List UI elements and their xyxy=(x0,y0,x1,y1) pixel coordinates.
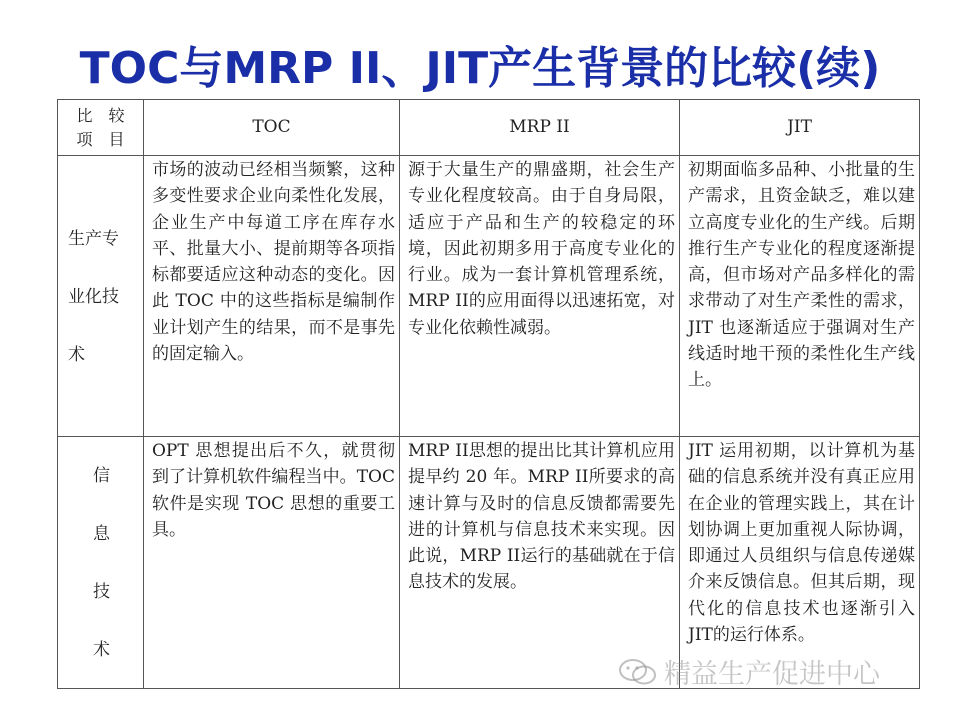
corner-header xyxy=(58,100,144,156)
column-header-mrp2: MRP II xyxy=(400,100,680,156)
row-label-line: 生产专 xyxy=(68,228,119,249)
table-row xyxy=(58,156,920,437)
column-header-toc: TOC xyxy=(144,100,400,156)
row-label-line: 术 xyxy=(68,344,85,365)
row-label-line: 信息 xyxy=(93,466,128,544)
cell-jit-it: JIT 运用初期，以计算机为基础的信息系统并没有真正应用在企业的管理实践上，其在计划协调上更加重视人际协调，即通过人员组织与信息传递媒介来反馈信息。但其后期，现代化的信息技术也逐渐引入JIT的运行体系。 xyxy=(680,437,920,689)
cell-mrp2-specialization: 源于大量生产的鼎盛期，社会生产专业化程度较高。由于自身局限，适应于产品和生产的较稳定的环境，因此初期多用于高度专业化的行业。成为一套计算机管理系统，MRP II的应用面得以迅速拓宽，对专业化依赖性减弱。 xyxy=(400,156,680,437)
cell-toc-specialization: 市场的波动已经相当频繁，这种多变性要求企业向柔性化发展，企业生产中每道工序在库存水平、批量大小、提前期等各项指标都要适应这种动态的变化。因此 TOC 中的这些指标是编制作业计划产生的结果，而不是事先的固定输入。 xyxy=(144,156,400,437)
row-label-it xyxy=(58,437,144,689)
comparison-table xyxy=(57,99,920,689)
cell-toc-it: OPT 思想提出后不久，就贯彻到了计算机软件编程当中。TOC 软件是实现 TOC 思想的重要工具。 xyxy=(144,437,400,689)
cell-jit-specialization: 初期面临多品种、小批量的生产需求，且资金缺乏，难以建立高度专业化的生产线。后期推行生产专业化的程度逐渐提高，但市场对产品多样化的需求带动了对生产柔性的需求，JIT 也逐渐适应于强调对生产线适时地干预的柔性化生产线上。 xyxy=(680,156,920,437)
header-row xyxy=(58,100,920,156)
corner-line-1: 比 较 xyxy=(76,105,125,125)
wechat-icon xyxy=(618,657,658,694)
column-header-jit: JIT xyxy=(680,100,920,156)
row-label-specialization xyxy=(58,156,144,437)
table-row xyxy=(58,437,920,689)
slide-title: TOC与MRP II、JIT产生背景的比较(续) xyxy=(79,43,881,94)
watermark-text: 精益生产促进中心 xyxy=(664,659,880,690)
cell-mrp2-it: MRP II思想的提出比其计算机应用提早约 20 年。MRP II所要求的高速计算与及时的信息反馈都需要先进的计算机与信息技术来实现。因此说，MRP II运行的基础就在于信息技术的发展。 xyxy=(400,437,680,689)
row-label-line: 技术 xyxy=(93,582,128,660)
watermark xyxy=(618,652,880,694)
row-label-line: 业化技 xyxy=(68,286,119,307)
corner-line-2: 项 目 xyxy=(76,129,125,149)
